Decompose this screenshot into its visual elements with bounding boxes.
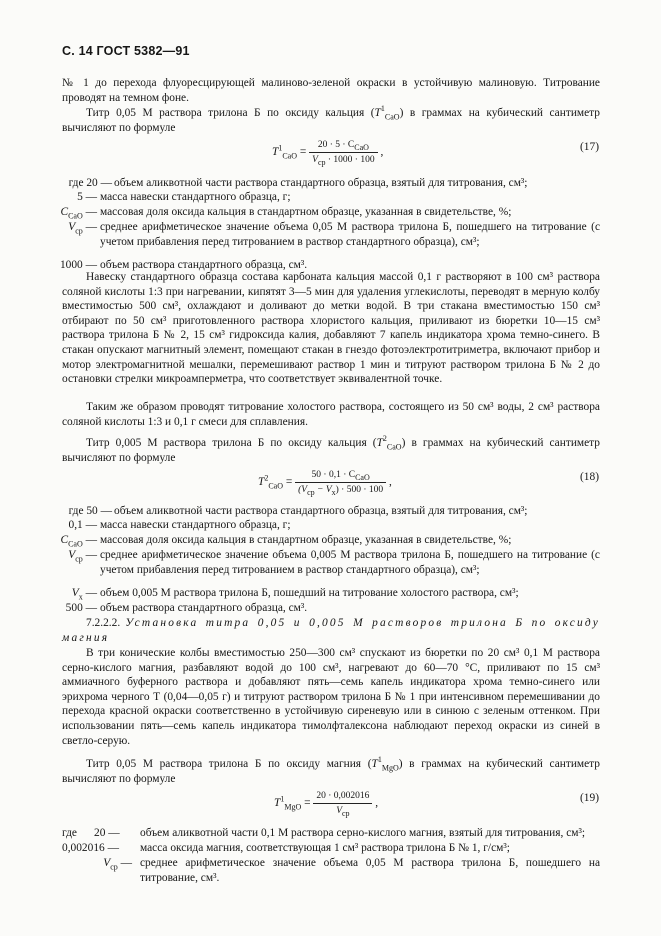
paragraph-titr-cao-2: Титр 0,005 М раствора трилона Б по оксиду кальция $(T^2_{CaO})$ в граммах на кубический сантиметр вычисляют по формуле xyxy=(62,434,600,464)
formula-19: $T^1_{MgO}$ = $\frac{20 \cdot 0,002016}{V_{ср}}$ , (19) xyxy=(274,791,599,818)
formula-18: $T^2_{CaO}$ = $\frac{50 \cdot 0,1 \cdot C_{CaO}}{(V_{ср} - V_x) \cdot 500 \cdot 100}$ , (18) xyxy=(258,470,599,497)
definitions-19: где 20 — объем аликвотной части 0,1 М раствора серно-кислого магния, взятый для титрования, см³; 0,002016 — масса оксида магния, соответствующая 1 см³ раствора трилона Б № 1, г/см³; $V_{ср}$ — среднее арифметическое значение объема 0,05 М раствора трилона Б, пошедшего на титрование, см³. xyxy=(62,827,600,884)
section-heading-7-2-2-2: 7.2.2.2. Установка титра 0,05 и 0,005 М растворов трилона Б по оксиду магния xyxy=(62,617,600,644)
page-header: С. 14 ГОСТ 5382—91 xyxy=(62,44,190,58)
paragraph-titr-cao-1: Титр 0,05 М раствора трилона Б по оксиду кальция $(T^1_{CaO})$ в граммах на кубический сантиметр вычисляют по формуле xyxy=(62,104,600,134)
formula-number-17: (17) xyxy=(580,141,599,153)
formula-number-18: (18) xyxy=(580,471,599,483)
paragraph-procedure: Навеску стандартного образца состава карбоната кальция массой 0,1 г растворяют в 100 см³ раствора соляной кислоты 1:3 при нагревании, кипятят 3—5 мин для удаления углекислоты, переводят в мерную колбу вместимостью 500 см³, охлаждают и доливают до метки водой. В три стакана вместимостью 150 см³ отбирают по 50 см³ приготовленного раствора хлористого кальция, приливают из бюретки 10—15 см³ раствора трилона Б № 2, 15 см³ гидроксида калия, добавляют 7 капель индикатора хрома темно-синего. В стакан опускают магнитный элемент, помещают стакан в гнездо фотоэлектротитриметра, включают прибор и мотор электромагнитной мешалки, перемешивают раствор 1 мин и титруют раствором трилона Б № 2 до остановки стрелки микроамперметра, что соответствует эквивалентной точке. xyxy=(62,271,600,386)
definitions-18: где 50 — объем аликвотной части раствора стандартного образца, взятый для титрования, см³; 0,1 — масса навески стандартного образца, г; $C_{CaO}$ — массовая доля оксида кальция в стандартном образце, указанная в свидетельстве, %; $V_{ср}$ — среднее арифметическое значение объема 0,005 М раствора трилона Б, пошедшего на титрование (с учетом прибавления перед титрованием в раствор стандартного образца), см³; $V_x$ — объем 0,005 М раствора трилона Б, пошедший на титрование холостого раствора, см³; 500 — объем раствора стандартного образца, см³. xyxy=(60,505,600,614)
paragraph-blank: Таким же образом проводят титрование холостого раствора, состоящего из 50 см³ воды, 2 см³ раствора соляной кислоты 1:3 и 0,1 г смеси для сплавления. xyxy=(62,401,600,428)
paragraph-mgo-procedure: В три конические колбы вместимостью 250—300 см³ спускают из бюретки по 20 см³ 0,1 М раствора серно-кислого магния, разбавляют водой до 100 см³, нагревают до 60—70 °С, приливают по 15 см³ аммиачного буферного раствора и добавляют пять—семь капель индикатора хрома темно-синего или эрихрома черного Т (0,04—0,05 г) и титруют раствором трилона Б № 1 при интенсивном перемешивании до перехода красной окраски соответственно в устойчивую сиреневую или в синюю с зеленым оттенком. При использовании пять—семь капель индикатора тимолфталексона наблюдают переход окраски из синей в светло-серую. xyxy=(62,647,600,747)
formula-17: $T^1_{CaO}$ = $\frac{20 \cdot 5 \cdot C_{CaO}}{V_{ср} \cdot 1000 \cdot 100}$ , (17) xyxy=(272,140,599,167)
paragraph-intro: № 1 до перехода флуоресцирующей малиново-зеленой окраски в устойчивую малиновую. Титрование проводят на темном фоне. xyxy=(62,77,600,104)
formula-number-19: (19) xyxy=(580,792,599,804)
paragraph-titr-mgo: Титр 0,05 М раствора трилона Б по оксиду магния $(T^1_{MgO})$ в граммах на кубический сантиметр вычисляют по формуле xyxy=(62,755,600,785)
definitions-17: где 20 — объем аликвотной части раствора стандартного образца, взятый для титрования, см³; 5 — масса навески стандартного образца, г; $C_{CaO}$ — массовая доля оксида кальция в стандартном образце, указанная в свидетельстве, %; $V_{ср}$ — среднее арифметическое значение объема 0,05 М раствора трилона Б, пошедшего на титрование (с учетом прибавления перед титрованием в раствор стандартного образца), см³; 1000 — объем раствора стандартного образца, см³. xyxy=(59,177,600,271)
